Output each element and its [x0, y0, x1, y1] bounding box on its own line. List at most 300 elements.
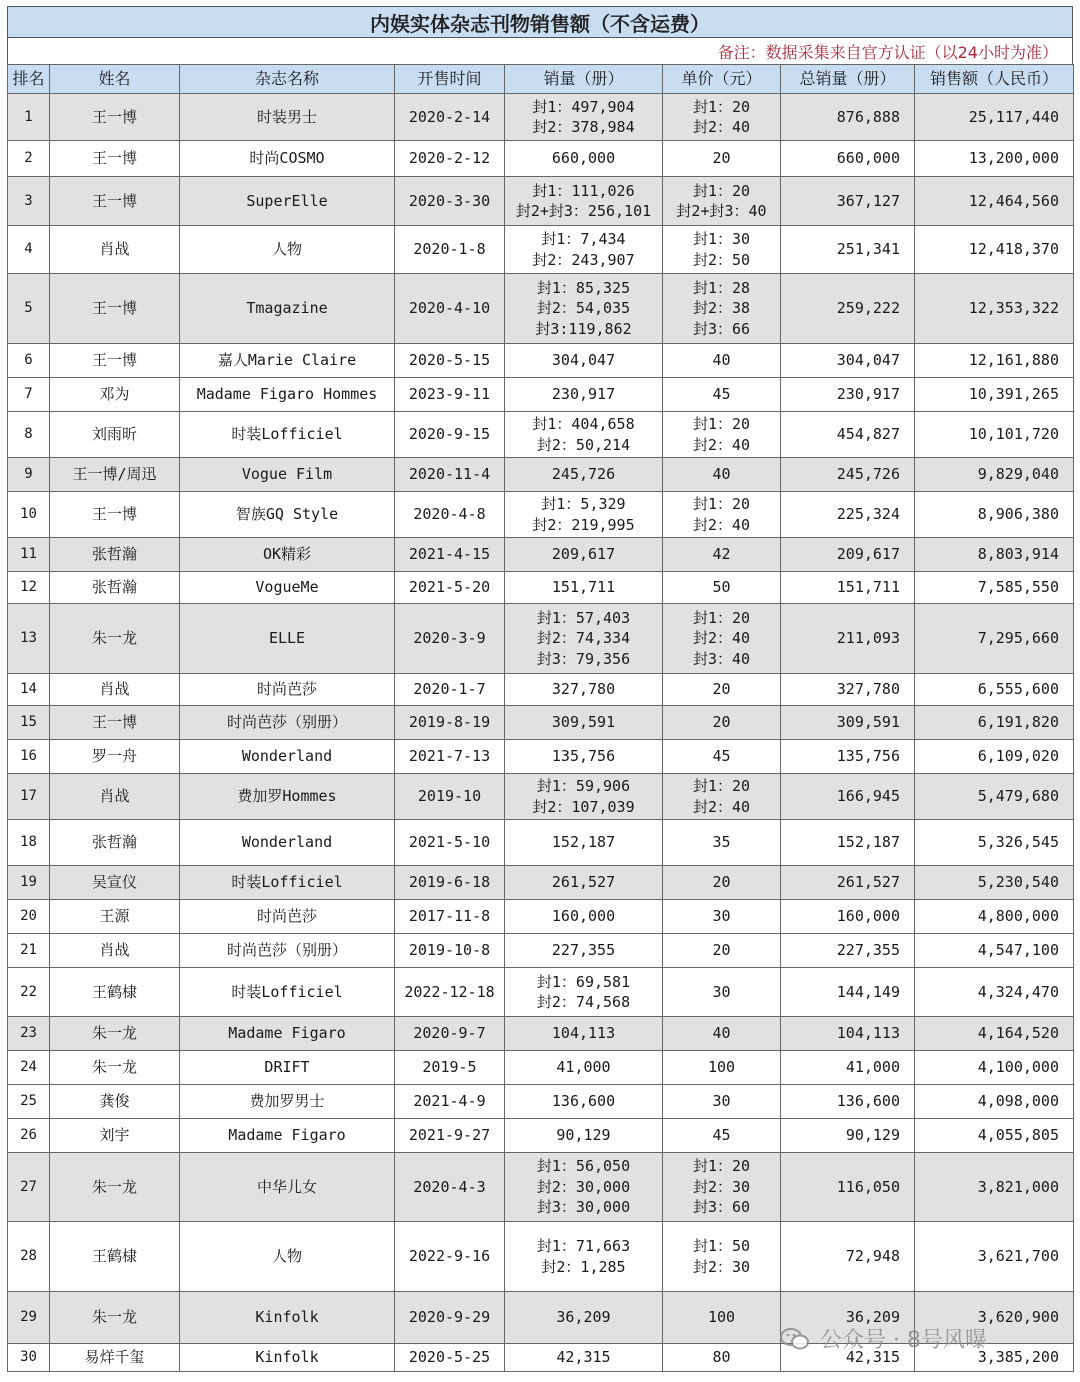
- cell-revenue: 4,800,000: [915, 900, 1074, 934]
- cell-revenue: 4,055,805: [915, 1119, 1074, 1153]
- cell-total: 261,527: [781, 866, 915, 900]
- cell-revenue: 12,353,322: [915, 274, 1074, 344]
- cell-total: 876,888: [781, 94, 915, 141]
- cell-name: 张哲瀚: [50, 820, 180, 866]
- cell-price: [663, 1292, 781, 1344]
- cell-revenue: 5,230,540: [915, 866, 1074, 900]
- sales-line: 封1：497,904: [532, 97, 635, 116]
- cell-revenue: 25,117,440: [915, 94, 1074, 141]
- sales-line: 245,726: [551, 465, 616, 484]
- cell-date: 2022-9-16: [395, 1222, 505, 1292]
- cell-price: [663, 492, 781, 538]
- cell-rank: 1: [8, 94, 50, 141]
- sales-line: 660,000: [551, 149, 616, 168]
- cell-sales: [505, 866, 663, 900]
- sales-line: 封2：74,568: [536, 993, 631, 1011]
- cell-magazine: 时装Lofficiel: [180, 412, 395, 458]
- cell-total: 209,617: [781, 538, 915, 572]
- cell-magazine: 中华儿女: [180, 1153, 395, 1222]
- cell-revenue: 4,164,520: [915, 1017, 1074, 1051]
- price-line: 30: [712, 907, 731, 926]
- cell-magazine: VogueMe: [180, 572, 395, 604]
- cell-price: [663, 820, 781, 866]
- cell-total: 144,149: [781, 968, 915, 1017]
- sales-line: 227,355: [551, 941, 616, 960]
- cell-total: 166,945: [781, 774, 915, 820]
- cell-name: 刘宇: [50, 1119, 180, 1153]
- cell-sales: [505, 538, 663, 572]
- cell-date: 2021-4-9: [395, 1085, 505, 1119]
- cell-date: 2019-6-18: [395, 866, 505, 900]
- cell-magazine: Wonderland: [180, 740, 395, 774]
- cell-price: [663, 1153, 781, 1222]
- table-row: [8, 900, 1074, 934]
- cell-revenue: 12,464,560: [915, 177, 1074, 226]
- cell-sales: [505, 141, 663, 177]
- cell-magazine: 时尚COSMO: [180, 141, 395, 177]
- cell-date: 2020-4-8: [395, 492, 505, 538]
- price-line: 封1：20: [692, 608, 751, 627]
- cell-total: 259,222: [781, 274, 915, 344]
- price-line: 封1：20: [692, 777, 751, 795]
- cell-revenue: 9,829,040: [915, 458, 1074, 492]
- cell-magazine: 智族GQ Style: [180, 492, 395, 538]
- price-line: 80: [712, 1348, 731, 1367]
- cell-date: 2021-7-13: [395, 740, 505, 774]
- cell-magazine: 时尚芭莎（别册）: [180, 706, 395, 740]
- cell-price: [663, 1017, 781, 1051]
- sales-line: 封1：59,906: [536, 777, 631, 795]
- price-line: 50: [712, 578, 731, 597]
- cell-sales: [505, 94, 663, 141]
- sales-line: 封1：111,026: [532, 181, 635, 200]
- cell-sales: [505, 177, 663, 226]
- table-row: [8, 706, 1074, 740]
- table-row: [8, 934, 1074, 968]
- sales-line: 261,527: [551, 873, 616, 892]
- cell-revenue: 4,324,470: [915, 968, 1074, 1017]
- price-line: 100: [707, 1308, 736, 1327]
- cell-price: [663, 674, 781, 706]
- price-line: 封1：50: [692, 1237, 751, 1255]
- cell-price: [663, 177, 781, 226]
- table-row: [8, 492, 1074, 538]
- cell-name: 王鹤棣: [50, 1222, 180, 1292]
- price-line: 封1：20: [692, 97, 751, 116]
- cell-date: 2020-3-30: [395, 177, 505, 226]
- cell-rank: 11: [8, 538, 50, 572]
- cell-rank: 25: [8, 1085, 50, 1119]
- cell-price: [663, 1051, 781, 1085]
- price-line: 封1：28: [692, 278, 751, 297]
- cell-name: 张哲瀚: [50, 572, 180, 604]
- cell-magazine: 时尚芭莎（别册）: [180, 934, 395, 968]
- cell-price: [663, 604, 781, 674]
- cell-rank: 22: [8, 968, 50, 1017]
- cell-date: 2019-8-19: [395, 706, 505, 740]
- cell-name: 吴宣仪: [50, 866, 180, 900]
- price-line: 30: [712, 982, 731, 1001]
- cell-name: 肖战: [50, 674, 180, 706]
- cell-rank: 19: [8, 866, 50, 900]
- cell-magazine: 时装Lofficiel: [180, 968, 395, 1017]
- header-row: [8, 65, 1074, 94]
- cell-price: [663, 538, 781, 572]
- table-row: [8, 538, 1074, 572]
- cell-sales: [505, 740, 663, 774]
- header-sales: 销量（册）: [505, 65, 663, 94]
- cell-total: 327,780: [781, 674, 915, 706]
- cell-revenue: 3,385,200: [915, 1344, 1074, 1372]
- cell-revenue: 13,200,000: [915, 141, 1074, 177]
- cell-price: [663, 1085, 781, 1119]
- header-revenue: 销售额（人民币）: [915, 65, 1074, 94]
- sales-line: 封1：85,325: [536, 278, 631, 297]
- price-line: 45: [712, 385, 731, 404]
- cell-revenue: 7,295,660: [915, 604, 1074, 674]
- sales-line: 封3:119,862: [535, 319, 632, 338]
- sales-line: 152,187: [551, 833, 616, 852]
- cell-total: 304,047: [781, 344, 915, 378]
- sales-line: 36,209: [556, 1308, 611, 1327]
- cell-total: 660,000: [781, 141, 915, 177]
- price-line: 40: [712, 1024, 731, 1043]
- cell-date: 2020-5-25: [395, 1344, 505, 1372]
- cell-price: [663, 274, 781, 344]
- sales-line: 136,600: [551, 1092, 616, 1111]
- cell-rank: 18: [8, 820, 50, 866]
- cell-revenue: 8,803,914: [915, 538, 1074, 572]
- cell-name: 王一博: [50, 94, 180, 141]
- cell-sales: [505, 1017, 663, 1051]
- cell-sales: [505, 572, 663, 604]
- table-row: [8, 1222, 1074, 1292]
- cell-sales: [505, 900, 663, 934]
- cell-sales: [505, 1344, 663, 1372]
- table-row: [8, 141, 1074, 177]
- cell-date: 2020-2-14: [395, 94, 505, 141]
- price-line: 封3：66: [692, 319, 751, 338]
- cell-name: 肖战: [50, 934, 180, 968]
- price-line: 30: [712, 1092, 731, 1111]
- sales-line: 封2：378,984: [532, 118, 635, 136]
- header-magazine: 杂志名称: [180, 65, 395, 94]
- cell-price: [663, 141, 781, 177]
- cell-name: 朱一龙: [50, 1017, 180, 1051]
- table-row: [8, 1153, 1074, 1222]
- cell-price: [663, 412, 781, 458]
- cell-total: 367,127: [781, 177, 915, 226]
- sales-line: 封1：71,663: [536, 1237, 631, 1255]
- price-line: 封1：30: [692, 230, 751, 248]
- cell-date: 2017-11-8: [395, 900, 505, 934]
- cell-date: 2021-5-10: [395, 820, 505, 866]
- cell-sales: [505, 412, 663, 458]
- cell-total: 90,129: [781, 1119, 915, 1153]
- cell-price: [663, 378, 781, 412]
- cell-rank: 5: [8, 274, 50, 344]
- cell-sales: [505, 1119, 663, 1153]
- price-line: 40: [712, 351, 731, 370]
- cell-revenue: 3,620,900: [915, 1292, 1074, 1344]
- cell-sales: [505, 344, 663, 378]
- cell-revenue: 3,621,700: [915, 1222, 1074, 1292]
- sales-line: 304,047: [551, 351, 616, 370]
- table-row: [8, 740, 1074, 774]
- cell-rank: 8: [8, 412, 50, 458]
- table-row: [8, 412, 1074, 458]
- cell-rank: 3: [8, 177, 50, 226]
- cell-revenue: 6,555,600: [915, 674, 1074, 706]
- cell-date: 2020-9-29: [395, 1292, 505, 1344]
- cell-sales: [505, 1085, 663, 1119]
- table-row: [8, 344, 1074, 378]
- cell-name: 朱一龙: [50, 604, 180, 674]
- header-price: 单价（元）: [663, 65, 781, 94]
- cell-total: 160,000: [781, 900, 915, 934]
- cell-name: 朱一龙: [50, 1153, 180, 1222]
- sales-table: [7, 64, 1074, 1372]
- price-line: 封2：50: [692, 250, 751, 269]
- price-line: 40: [712, 465, 731, 484]
- cell-magazine: Kinfolk: [180, 1344, 395, 1372]
- header-rank: 排名: [8, 65, 50, 94]
- cell-name: 王一博/周迅: [50, 458, 180, 492]
- sales-line: 封1：56,050: [536, 1157, 631, 1176]
- cell-name: 王一博: [50, 141, 180, 177]
- cell-rank: 13: [8, 604, 50, 674]
- price-line: 封2：30: [692, 1177, 751, 1196]
- sales-line: 封2：219,995: [532, 515, 635, 534]
- cell-rank: 27: [8, 1153, 50, 1222]
- cell-revenue: 5,326,545: [915, 820, 1074, 866]
- cell-rank: 26: [8, 1119, 50, 1153]
- cell-sales: [505, 968, 663, 1017]
- price-line: 封1：20: [692, 495, 751, 513]
- cell-name: 王鹤棣: [50, 968, 180, 1017]
- cell-sales: [505, 226, 663, 274]
- cell-price: [663, 900, 781, 934]
- cell-name: 邓为: [50, 378, 180, 412]
- cell-date: 2020-1-7: [395, 674, 505, 706]
- cell-date: 2023-9-11: [395, 378, 505, 412]
- table-row: [8, 1085, 1074, 1119]
- cell-rank: 28: [8, 1222, 50, 1292]
- price-line: 封1：20: [692, 1157, 751, 1176]
- watermark-text: 公众号 · 8号风曝: [820, 1328, 987, 1353]
- table-row: [8, 458, 1074, 492]
- cell-revenue: 3,821,000: [915, 1153, 1074, 1222]
- cell-revenue: 4,100,000: [915, 1051, 1074, 1085]
- sales-line: 封1：5,329: [541, 495, 626, 513]
- cell-magazine: 费加罗Hommes: [180, 774, 395, 820]
- sales-line: 封2：50,214: [536, 435, 631, 454]
- cell-magazine: 时尚芭莎: [180, 900, 395, 934]
- cell-revenue: 5,479,680: [915, 774, 1074, 820]
- price-line: 20: [712, 680, 731, 699]
- cell-magazine: 时装男士: [180, 94, 395, 141]
- sales-line: 135,756: [551, 747, 616, 766]
- cell-revenue: 10,101,720: [915, 412, 1074, 458]
- cell-name: 朱一龙: [50, 1051, 180, 1085]
- cell-name: 王一博: [50, 177, 180, 226]
- cell-name: 罗一舟: [50, 740, 180, 774]
- table-row: [8, 378, 1074, 412]
- cell-revenue: 4,547,100: [915, 934, 1074, 968]
- cell-date: 2020-2-12: [395, 141, 505, 177]
- cell-magazine: DRIFT: [180, 1051, 395, 1085]
- cell-total: 151,711: [781, 572, 915, 604]
- cell-total: 104,113: [781, 1017, 915, 1051]
- cell-price: [663, 934, 781, 968]
- sales-line: 309,591: [551, 713, 616, 732]
- table-row: [8, 968, 1074, 1017]
- cell-magazine: Madame Figaro: [180, 1119, 395, 1153]
- price-line: 42: [712, 545, 731, 564]
- table-row: [8, 572, 1074, 604]
- cell-name: 王一博: [50, 706, 180, 740]
- price-line: 封1：20: [692, 181, 751, 200]
- cell-rank: 24: [8, 1051, 50, 1085]
- cell-total: 72,948: [781, 1222, 915, 1292]
- cell-price: [663, 740, 781, 774]
- cell-total: 136,600: [781, 1085, 915, 1119]
- cell-name: 王源: [50, 900, 180, 934]
- cell-rank: 4: [8, 226, 50, 274]
- cell-magazine: 费加罗男士: [180, 1085, 395, 1119]
- cell-date: 2020-9-15: [395, 412, 505, 458]
- cell-date: 2021-5-20: [395, 572, 505, 604]
- cell-magazine: Madame Figaro Hommes: [180, 378, 395, 412]
- cell-name: 朱一龙: [50, 1292, 180, 1344]
- cell-name: 王一博: [50, 344, 180, 378]
- price-line: 20: [712, 149, 731, 168]
- cell-date: 2020-4-3: [395, 1153, 505, 1222]
- cell-price: [663, 226, 781, 274]
- cell-total: 454,827: [781, 412, 915, 458]
- header-total: 总销量（册）: [781, 65, 915, 94]
- cell-total: 227,355: [781, 934, 915, 968]
- cell-revenue: 4,098,000: [915, 1085, 1074, 1119]
- cell-sales: [505, 378, 663, 412]
- cell-rank: 23: [8, 1017, 50, 1051]
- sales-table-sheet: [7, 6, 1073, 1372]
- watermark: [780, 1323, 987, 1354]
- cell-sales: [505, 274, 663, 344]
- cell-total: 116,050: [781, 1153, 915, 1222]
- table-row: [8, 94, 1074, 141]
- cell-price: [663, 572, 781, 604]
- cell-rank: 15: [8, 706, 50, 740]
- cell-sales: [505, 1292, 663, 1344]
- cell-sales: [505, 604, 663, 674]
- table-row: [8, 820, 1074, 866]
- cell-rank: 7: [8, 378, 50, 412]
- cell-sales: [505, 934, 663, 968]
- cell-name: 刘雨昕: [50, 412, 180, 458]
- cell-name: 龚俊: [50, 1085, 180, 1119]
- header-date: 开售时间: [395, 65, 505, 94]
- sales-line: 90,129: [556, 1126, 611, 1145]
- cell-rank: 12: [8, 572, 50, 604]
- sales-line: 41,000: [556, 1058, 611, 1077]
- cell-price: [663, 968, 781, 1017]
- cell-rank: 17: [8, 774, 50, 820]
- cell-rank: 21: [8, 934, 50, 968]
- cell-name: 王一博: [50, 274, 180, 344]
- cell-total: 41,000: [781, 1051, 915, 1085]
- cell-rank: 9: [8, 458, 50, 492]
- cell-price: [663, 94, 781, 141]
- cell-date: 2020-5-15: [395, 344, 505, 378]
- cell-revenue: 10,391,265: [915, 378, 1074, 412]
- cell-magazine: Vogue Film: [180, 458, 395, 492]
- cell-price: [663, 1119, 781, 1153]
- price-line: 20: [712, 873, 731, 892]
- cell-magazine: 人物: [180, 1222, 395, 1292]
- sales-line: 104,113: [551, 1024, 616, 1043]
- table-row: [8, 604, 1074, 674]
- cell-revenue: 12,418,370: [915, 226, 1074, 274]
- cell-total: 135,756: [781, 740, 915, 774]
- sales-line: 封3：30,000: [536, 1198, 631, 1217]
- cell-total: 42,315: [781, 1344, 915, 1372]
- cell-sales: [505, 706, 663, 740]
- price-line: 20: [712, 713, 731, 732]
- price-line: 20: [712, 941, 731, 960]
- table-row: [8, 1017, 1074, 1051]
- table-note: 备注：数据采集来自官方认证（以24小时为准）: [7, 37, 1073, 64]
- cell-revenue: 12,161,880: [915, 344, 1074, 378]
- price-line: 封2+封3：40: [676, 202, 767, 220]
- table-row: [8, 1051, 1074, 1085]
- cell-revenue: 6,109,020: [915, 740, 1074, 774]
- sales-line: 封1：57,403: [536, 608, 631, 627]
- sales-line: 209,617: [551, 545, 616, 564]
- price-line: 100: [707, 1058, 736, 1077]
- cell-total: 225,324: [781, 492, 915, 538]
- price-line: 封2：30: [692, 1257, 751, 1276]
- cell-total: 251,341: [781, 226, 915, 274]
- cell-magazine: SuperElle: [180, 177, 395, 226]
- table-row: [8, 177, 1074, 226]
- header-name: 姓名: [50, 65, 180, 94]
- cell-price: [663, 344, 781, 378]
- cell-magazine: Tmagazine: [180, 274, 395, 344]
- cell-magazine: ELLE: [180, 604, 395, 674]
- cell-magazine: 时装Lofficiel: [180, 866, 395, 900]
- cell-sales: [505, 492, 663, 538]
- sales-line: 封1：7,434: [541, 230, 626, 248]
- cell-rank: 6: [8, 344, 50, 378]
- sales-line: 封2：107,039: [532, 797, 635, 816]
- cell-sales: [505, 820, 663, 866]
- sales-line: 封2：243,907: [532, 250, 635, 269]
- table-row: [8, 226, 1074, 274]
- sales-line: 封2：54,035: [536, 299, 631, 318]
- cell-name: 易烊千玺: [50, 1344, 180, 1372]
- price-line: 45: [712, 747, 731, 766]
- price-line: 封3：40: [692, 649, 751, 668]
- cell-magazine: 嘉人Marie Claire: [180, 344, 395, 378]
- sales-line: 封2：74,334: [536, 629, 631, 648]
- cell-price: [663, 774, 781, 820]
- cell-rank: 30: [8, 1344, 50, 1372]
- cell-name: 王一博: [50, 492, 180, 538]
- sales-line: 230,917: [551, 385, 616, 404]
- cell-magazine: Wonderland: [180, 820, 395, 866]
- cell-sales: [505, 774, 663, 820]
